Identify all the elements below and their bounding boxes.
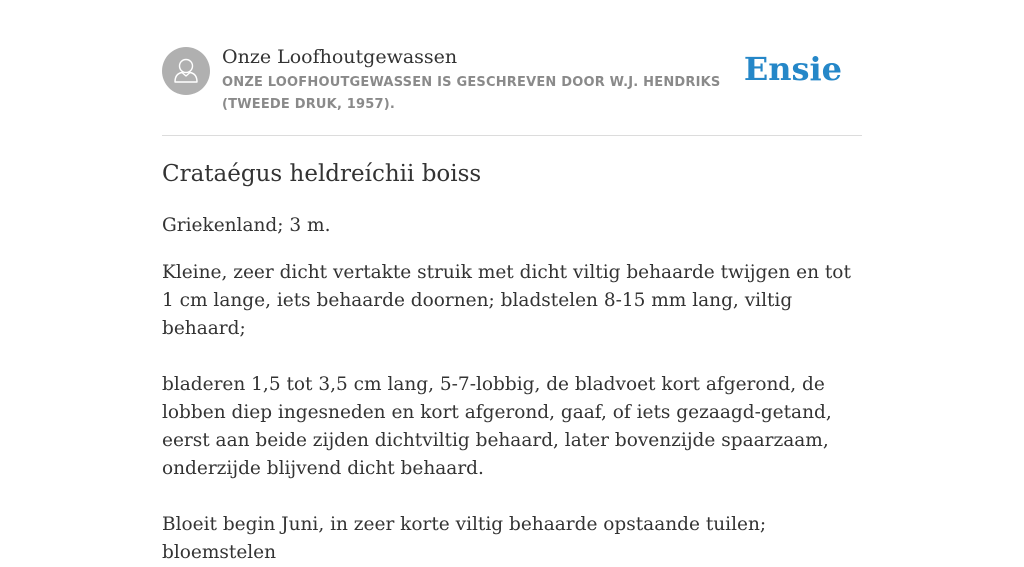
article-paragraph: Bloeit begin Juni, in zeer korte viltig behaarde opstaande tuilen; bloemstelen: [162, 514, 767, 563]
article-title: Crataégus heldreíchii boiss: [162, 161, 482, 187]
article: [162, 156, 862, 567]
source-description: ONZE LOOFHOUTGEWASSEN IS GESCHREVEN DOOR W.J. HENDRIKS (TWEEDE DRUK, 1957).: [222, 75, 721, 112]
source-header: [162, 44, 862, 136]
brand-logo[interactable]: Ensie: [743, 50, 842, 88]
user-icon: [162, 47, 210, 95]
article-paragraph: Kleine, zeer dicht vertakte struik met dicht viltig behaarde twijgen en tot 1 cm lange, iets behaarde doornen; bladstelen 8-15 mm lang, viltig behaard;: [162, 262, 851, 339]
source-title[interactable]: Onze Loofhoutgewassen: [222, 46, 458, 68]
avatar: [162, 47, 210, 95]
article-region: Griekenland; 3 m.: [162, 215, 331, 236]
article-paragraph: bladeren 1,5 tot 3,5 cm lang, 5-7-lobbig, de bladvoet kort afgerond, de lobben diep ingesneden en kort afgerond, gaaf, of iets gezaagd-getand, eerst aan beide zijden dichtviltig behaard, later bovenzijde spaarzaam, onderzijde blijvend dicht behaard.: [162, 374, 832, 479]
